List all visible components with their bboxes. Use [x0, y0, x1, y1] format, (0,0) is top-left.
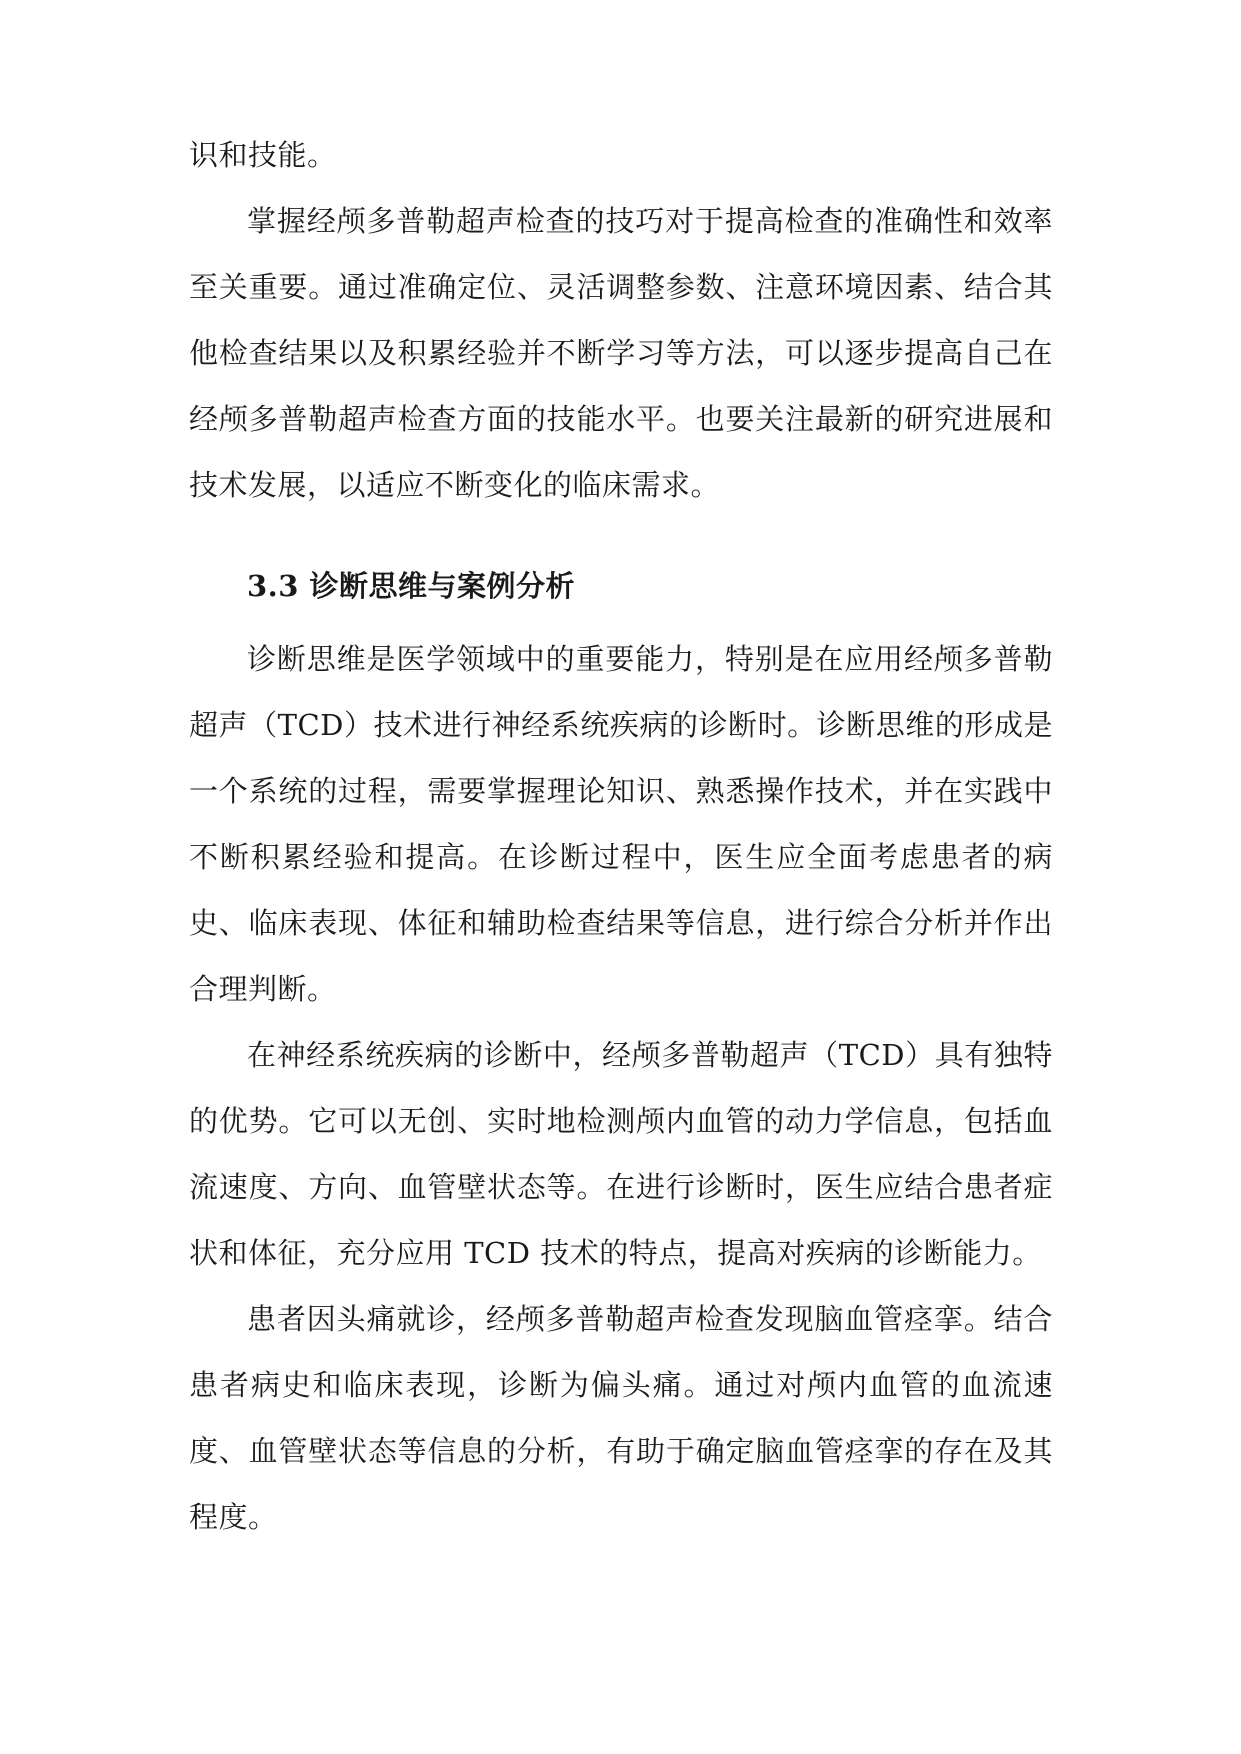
- paragraph: 诊断思维是医学领域中的重要能力，特别是在应用经颅多普勒超声（TCD）技术进行神经系统疾病的诊断时。诊断思维的形成是一个系统的过程，需要掌握理论知识、熟悉操作技术，并在实践中不断积累经验和提高。在诊断过程中，医生应全面考虑患者的病史、临床表现、体征和辅助检查结果等信息，进行综合分析并作出合理判断。: [189, 642, 1053, 1006]
- paragraph-continuation: 识和技能。: [189, 138, 337, 172]
- text-block-top: [189, 122, 1053, 518]
- paragraph: 在神经系统疾病的诊断中，经颅多普勒超声（TCD）具有独特的优势。它可以无创、实时地检测颅内血管的动力学信息，包括血流速度、方向、血管壁状态等。在进行诊断时，医生应结合患者症状和体征，充分应用 TCD 技术的特点，提高对疾病的诊断能力。: [189, 1038, 1053, 1270]
- paragraph: 掌握经颅多普勒超声检查的技巧对于提高检查的准确性和效率至关重要。通过准确定位、灵活调整参数、注意环境因素、结合其他检查结果以及积累经验并不断学习等方法，可以逐步提高自己在经颅多普勒超声检查方面的技能水平。也要关注最新的研究进展和技术发展，以适应不断变化的临床需求。: [189, 204, 1053, 502]
- text-block-section: [189, 626, 1053, 1550]
- paragraph: 患者因头痛就诊，经颅多普勒超声检查发现脑血管痉挛。结合患者病史和临床表现，诊断为偏头痛。通过对颅内血管的血流速度、血管壁状态等信息的分析，有助于确定脑血管痉挛的存在及其程度。: [189, 1302, 1053, 1534]
- section-heading: 3.3 诊断思维与案例分析: [247, 569, 576, 603]
